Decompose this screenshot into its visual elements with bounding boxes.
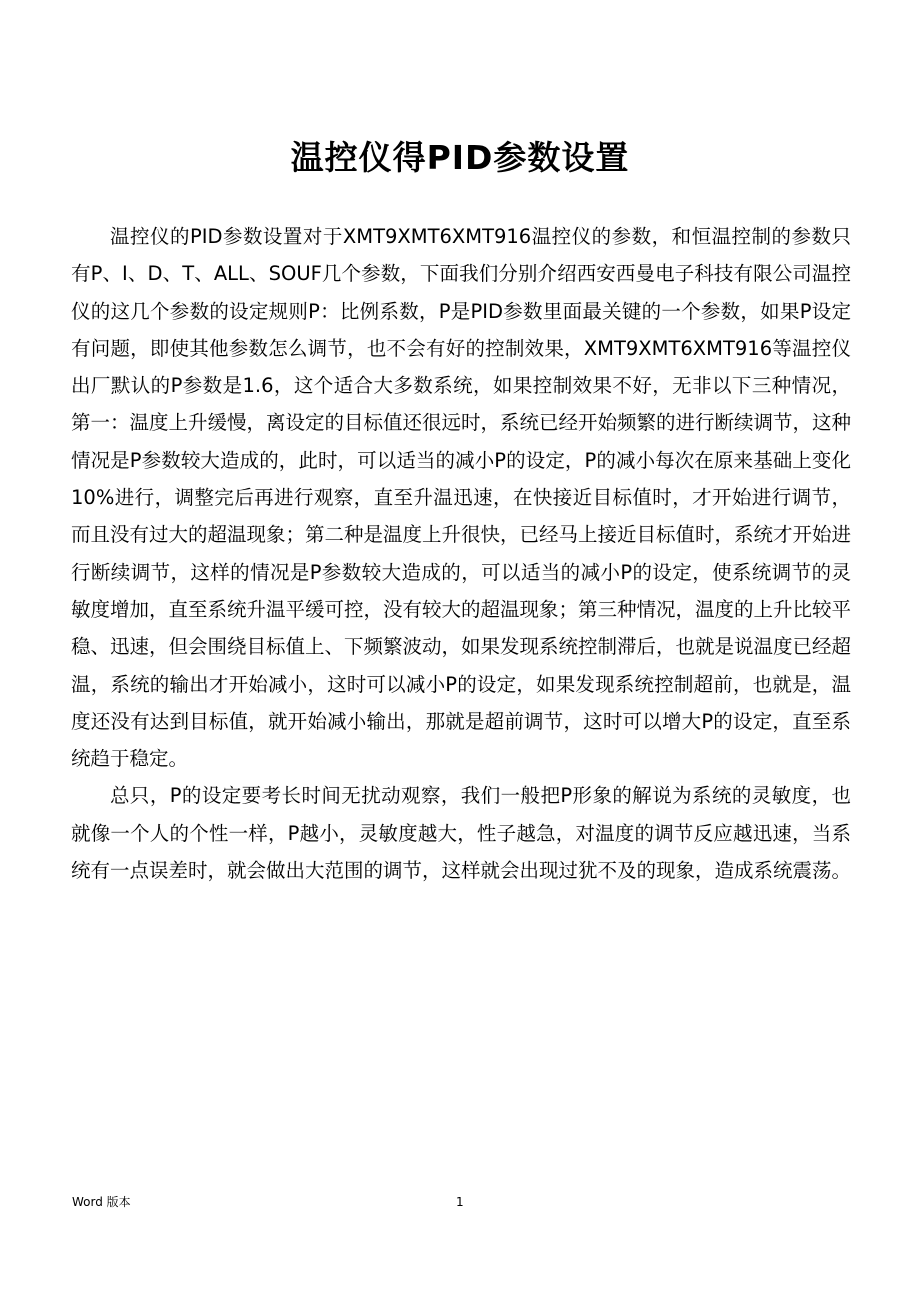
paragraph-1: 温控仪的PID参数设置对于XMT9XMT6XMT916温控仪的参数，和恒温控制的参数只有P、I、D、T、ALL、SOUF几个参数，下面我们分别介绍西安西曼电子科技有限公司温控仪的这几个参数的设定规则P：比例系数，P是PID参数里面最关键的一个参数，如果P设定有问题，即使其他参数怎么调节，也不会有好的控制效果，XMT9XMT6XMT916等温控仪出厂默认的P参数是1.6，这个适合大多数系统，如果控制效果不好，无非以下三种情况，第一：温度上升缓慢，离设定的目标值还很远时，系统已经开始频繁的进行断续调节，这种情况是P参数较大造成的，此时，可以适当的减小P的设定，P的减小每次在原来基础上变化10%进行，调整完后再进行观察，直至升温迅速，在快接近目标值时，才开始进行调节，而且没有过大的超温现象；第二种是温度上升很快，已经马上接近目标值时，系统才开始进行断续调节，这样的情况是P参数较大造成的，可以适当的减小P的设定，使系统调节的灵敏度增加，直至系统升温平缓可控，没有较大的超温现象；第三种情况，温度的上升比较平稳、迅速，但会围绕目标值上、下频繁波动，如果发现系统控制滞后，也就是说温度已经超温，系统的输出才开始减小，这时可以减小P的设定，如果发现系统控制超前，也就是，温度还没有达到目标值，就开始减小输出，那就是超前调节，这时可以增大P的设定，直至系统趋于稳定。 [71, 225, 852, 771]
document-title: 温控仪得PID参数设置 [290, 138, 630, 177]
footer-label: Word 版本 [72, 1195, 131, 1209]
page-number: 1 [456, 1195, 464, 1209]
document-body [71, 218, 851, 889]
paragraph-2: 总只，P的设定要考长时间无扰动观察，我们一般把P形象的解说为系统的灵敏度，也就像一个人的个性一样，P越小，灵敏度越大，性子越急，对温度的调节反应越迅速，当系统有一点误差时，就会做出大范围的调节，这样就会出现过犹不及的现象，造成系统震荡。 [71, 784, 852, 883]
